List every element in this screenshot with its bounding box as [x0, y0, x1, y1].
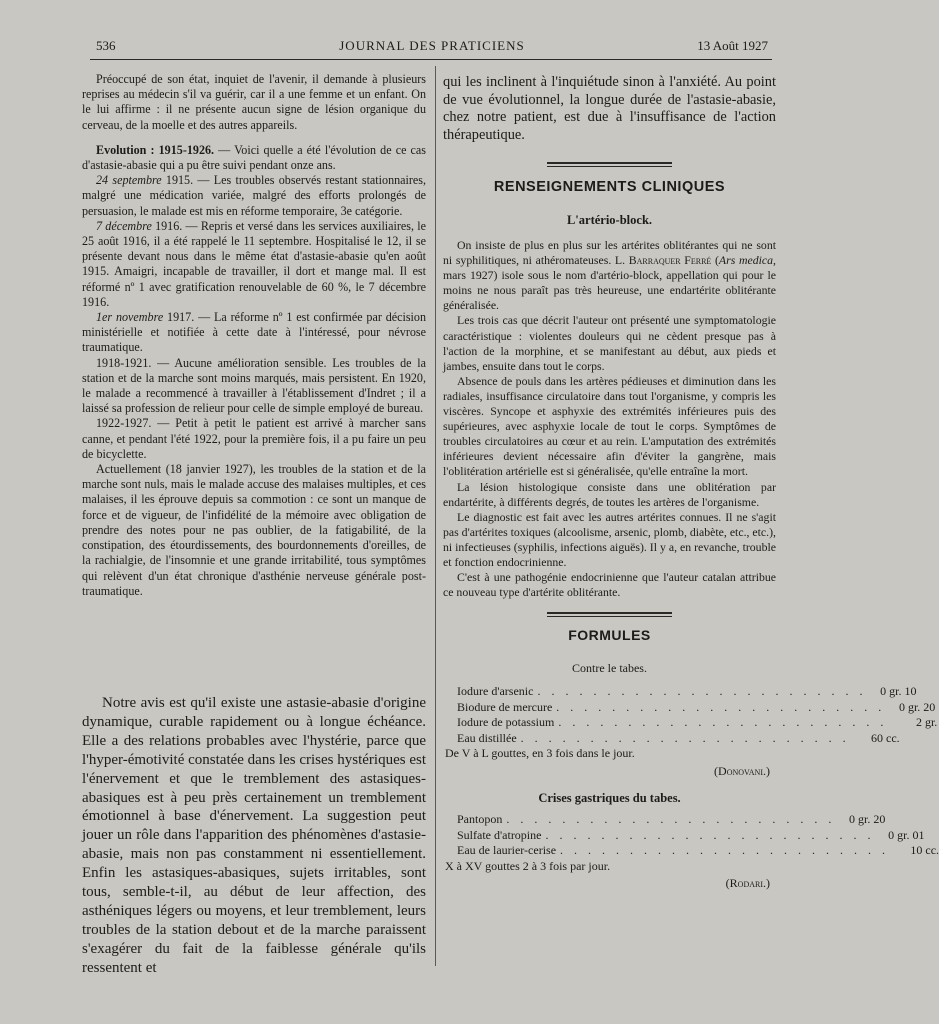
crises-ingredient-row [443, 827, 925, 844]
crises-title: Crises gastriques du tabes. [538, 791, 681, 806]
cited-source: Ars medica [718, 253, 774, 268]
section-title: RENSEIGNEMENTS CLINIQUES [493, 179, 726, 195]
paragraph-intro: Préoccupé de son état, inquiet de l'avenir, il demande à plusieurs reprises au médecin s'il va guérir, car il a une femme et un enfant. On le lui affirme : il ne présente aucun signe de lésion organique du cerveau, de la moelle et des autres appareils. [82, 72, 426, 132]
formules-rule [547, 612, 672, 617]
paragraph-1916: 7 décembre 1916. — Repris et versé dans les services auxiliaires, le 25 août 1916, il a été rappelé le 11 septembre. Hospitalisé le 12, il se présente devant nous dans le même état d'astasie-abasie qu'en août 1915. Amaigri, incapable de travailler, il dort et mange mal. Il est réformé nº 1 avec gratification renouvelable de 60 %, le 7 décembre 1916. [82, 218, 426, 309]
article-paragraph-5: Le diagnostic est fait avec les autres artérites connues. Il ne s'agit pas d'artérites toxiques (alcoolisme, arsenic, plomb, diabète, etc., etc.), ni infectieuses (syphilis, infections aiguës). Il y a, en revanche, trouble et fonction endocrinienne. [443, 509, 776, 569]
ingredient-quantity: 10 cc. [910, 843, 939, 858]
ingredient-quantity: 60 cc. [871, 730, 900, 745]
ingredient-quantity: 0 gr. 10 [880, 684, 917, 699]
leader-dots: . . . . . . . . . . . . . . . . . . . . . . . . [560, 843, 890, 858]
leader-dots: . . . . . . . . . . . . . . . . . . . . . . . . [558, 715, 888, 730]
paragraph-continuation: qui les inclinent à l'inquiétude sinon à l'anxiété. Au point de vue évolutionnel, la longue durée de l'astasie-abasie, chez notre patient, est due à l'insuffisance de l'action thérapeutique. [443, 74, 776, 143]
column-divider [435, 66, 436, 966]
ingredient-name: Biodure de mercure [457, 699, 553, 714]
article-title: L'artério-block. [566, 213, 653, 227]
page-number: 536 [96, 38, 116, 53]
conclusion-block [82, 694, 426, 978]
page-header [96, 38, 768, 58]
ingredient-name: Eau de laurier-cerise [457, 843, 557, 858]
paragraph-conclusion: Notre avis est qu'il existe une astasie-abasie d'origine dynamique, curable rapidement ou à longue échéance. Elle a des relations probables avec l'hystérie, parce que l'hyper-émotivité constatée dans les crises hystériques est l'énervement et que le tremblement des astasiques-abasiques est à peu près certainement un tremblement émotionnel à base d'énervement. La suggestion peut jouer un rôle dans l'apparition des phénomènes d'astasie-abasie, mais non pas constamment ni essentiellement. Enfin les astasiques-abasiques, sujets irritables, sont tous, semble-t-il, au début de leur affection, des asthéniques légers ou moyens, et leur tremblement, leurs troubles de la station debout et de la marche paraissent s'exagérer du fait de la faiblesse générale qu'ils ressentent et [82, 695, 426, 976]
ingredient-name: Pantopon [457, 812, 503, 827]
paragraph-1922-1927: 1922-1927. — Petit à petit le patient est arrivé à marcher sans canne, et pendant l'été 1922, pour la première fois, il a pu faire un peu de bicyclette. [82, 416, 426, 461]
tabes-author: (Donovani.) [714, 763, 770, 778]
cited-author: Barraquer Ferré [628, 253, 712, 268]
article-paragraph-1: On insiste de plus en plus sur les artérites oblitérantes qui ne sont ni syphilitiques, ni athéromateuses. L. Barraquer Ferré (Ars medica, mars 1927) isole sous le nom d'artério-block, appellation qui pour le moins ne nous paraît pas très heureuse, une endartérite oblitérante généralisée. [443, 238, 776, 313]
date-1917: 1er novembre [96, 310, 164, 325]
leader-dots: . . . . . . . . . . . . . . . . . . . . . . . . [545, 827, 875, 842]
right-column [443, 74, 939, 892]
paragraph-1917: 1er novembre 1917. — La réforme nº 1 est confirmée par décision ministérielle et notifiée à cette date à l'intéressé, pour névrose traumatique. [82, 310, 426, 355]
crises-author: (Rodari.) [725, 876, 770, 891]
paragraph-evolution: Evolution : 1915-1926. — Voici quelle a été l'évolution de ce cas d'astasie-abasie qui a pu être suivi pendant onze ans. [82, 142, 426, 173]
leader-dots: . . . . . . . . . . . . . . . . . . . . . . . . [520, 730, 850, 745]
ingredient-quantity: 2 gr. [915, 715, 938, 730]
issue-date: 13 Août 1927 [697, 38, 768, 53]
date-1915: 24 septembre [96, 173, 162, 188]
crises-ingredient-row [443, 812, 886, 828]
article-paragraph-2: Les trois cas que décrit l'auteur ont présenté une symptomatologie caractéristique : violentes douleurs qui ne cèdent presque pas à l'action de la morphine, et se manifestant au début, aux pieds et jambes, ensuite dans tout le corps. [443, 313, 776, 373]
left-column [82, 72, 426, 599]
article-paragraph-4: La lésion histologique consiste dans une oblitération par endartérite, à différents degrés, de toutes les artères de l'organisme. [443, 479, 776, 509]
tabes-ingredient-row [443, 715, 938, 731]
ingredient-quantity: 0 gr. 01 [888, 827, 925, 842]
crises-formula [443, 812, 939, 892]
paragraph-1918-1921: 1918-1921. — Aucune amélioration sensible. Les troubles de la station et de la marche sont moins marqués, mais persistent. En 1920, le malade a recommencé à travailler à l'établissement d'Indret ; il a laissé sa profession de relieur pour celle de simple employé de bureau. [82, 355, 426, 416]
ingredient-name: Eau distillée [457, 730, 517, 745]
ingredient-quantity: 0 gr. 20 [849, 812, 886, 827]
paragraph-1915: 24 septembre 1915. — Les troubles observés restant stationnaires, malgré une médication variée, malgré des efforts prolongés de persuasion, le malade est mis en réforme temporaire, 3e catégorie. [82, 173, 427, 218]
leader-dots: . . . . . . . . . . . . . . . . . . . . . . . . [506, 812, 836, 827]
tabes-title: Contre le tabes. [572, 661, 647, 676]
article-paragraph-3: Absence de pouls dans les artères pédieuses et diminution dans les radiales, insuffisance circulatoire dans tout l'organisme, y compris les viscères. Syncope et asphyxie des extrémités inférieures puis des supérieures, avec asphyxie locale de tout le corps. Symptômes de troubles circulatoires au cœur et au rein. L'amputation des extrémités inférieures devient nécessaire afin d'éviter la gangrène, mais l'oblitération artérielle est si généralisée, qu'elle entraîne la mort. [443, 373, 776, 479]
article-paragraph-6: C'est à une pathogénie endocrinienne que l'auteur catalan attribue ce nouveau type d'artérite oblitérante. [443, 570, 776, 600]
crises-instructions: X à XV gouttes 2 à 3 fois par jour. [445, 858, 611, 873]
tabes-ingredient-row [443, 684, 917, 700]
tabes-ingredient-row [443, 730, 900, 747]
ingredient-name: Sulfate d'atropine [457, 827, 542, 842]
leader-dots: . . . . . . . . . . . . . . . . . . . . . . . . [556, 699, 886, 714]
journal-title: JOURNAL DES PRATICIENS [339, 38, 525, 53]
section-rule [547, 162, 672, 167]
ingredient-quantity: 0 gr. 20 [898, 699, 936, 714]
ingredient-name: Iodure de potassium [457, 715, 555, 730]
paragraph-current: Actuellement (18 janvier 1927), les troubles de la station et de la marche sont nuls, mais le malade accuse des malaises multiples, et ces malaises, il les éprouve depuis sa commotion : ce sont un manque de force et de vigueur, de l'infidélité de la mémoire avec obligation de prendre des notes pour ne pas oublier, de la fatigabilité, de la constipation, des étourdissements, des bourdonnements d'oreilles, de la rachialgie, de l'insomnie et une grande irritabilité, tous symptômes qui relèvent d'un état chronique d'asthénie nerveuse générale post-traumatique. [82, 462, 426, 598]
tabes-instructions: De V à L gouttes, en 3 fois dans le jour. [445, 746, 635, 761]
ingredient-name: Iodure d'arsenic [457, 684, 534, 699]
evolution-label: Evolution : 1915-1926. [96, 142, 215, 157]
tabes-formula [443, 684, 938, 779]
formules-title: FORMULES [568, 627, 651, 644]
leader-dots: . . . . . . . . . . . . . . . . . . . . . . . . [537, 684, 867, 699]
crises-ingredient-row [443, 843, 939, 859]
tabes-ingredient-row [443, 699, 936, 716]
header-rule [90, 59, 772, 60]
date-1916: 7 décembre [96, 218, 152, 233]
article-body [443, 238, 776, 600]
